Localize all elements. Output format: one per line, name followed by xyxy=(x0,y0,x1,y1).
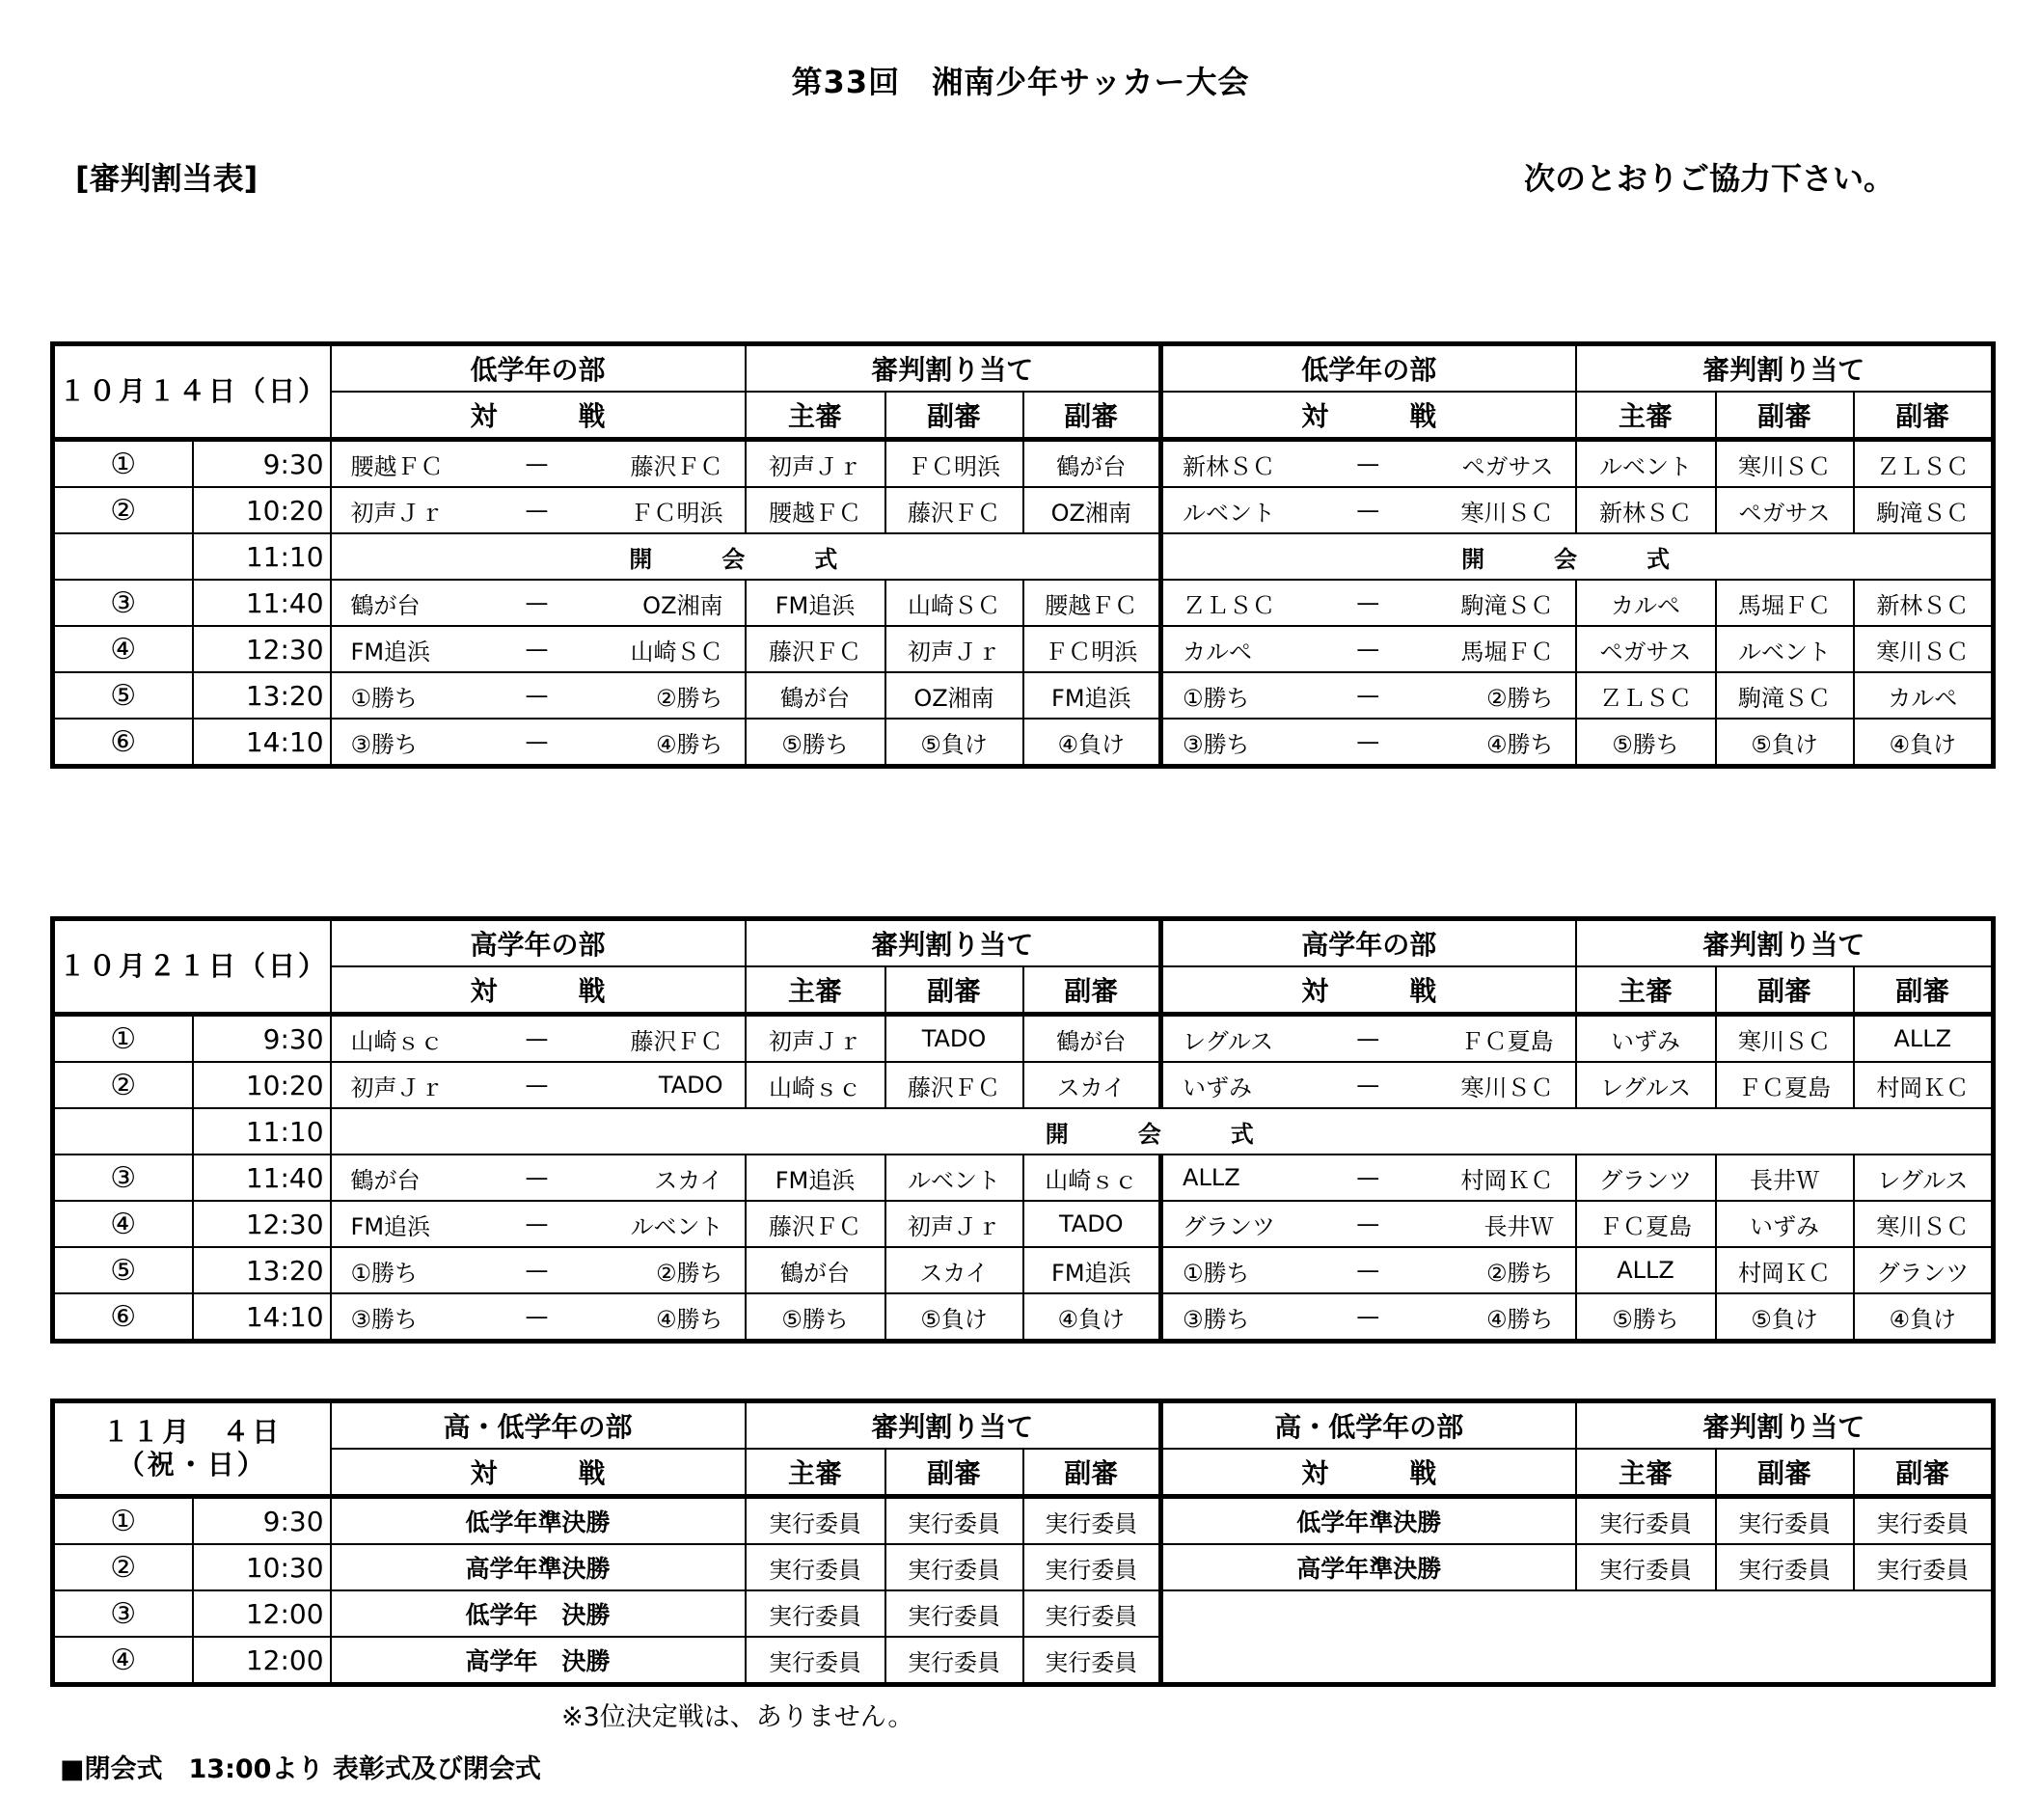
team-home: ③勝ち xyxy=(350,730,419,758)
match-time: 9:30 xyxy=(193,440,331,488)
team-home: 山崎ｓｃ xyxy=(350,1027,444,1055)
match-cell: 高学年 決勝 xyxy=(331,1637,746,1685)
sub-ref: 鶴が台 xyxy=(1023,440,1161,488)
table-row xyxy=(53,1247,1994,1293)
vs-dash: — xyxy=(525,636,549,663)
team-home: FM追浜 xyxy=(350,638,431,666)
table-label: [審判割当表] xyxy=(75,160,259,197)
sub-ref: FM追浜 xyxy=(1023,1247,1161,1293)
team-away: ルベント xyxy=(630,1212,723,1240)
main-ref: ⑤勝ち xyxy=(746,1293,885,1342)
match-time: 11:10 xyxy=(193,533,331,580)
sub-ref: 実行委員 xyxy=(1716,1544,1854,1590)
team-away: 藤沢ＦＣ xyxy=(630,1027,723,1055)
main-ref: ＦＣ夏島 xyxy=(1576,1201,1716,1247)
main-ref: ⑤勝ち xyxy=(746,719,885,767)
sub-ref: ④負け xyxy=(1854,719,1994,767)
sub-ref: カルペ xyxy=(1854,672,1994,719)
sub-ref-header: 副審 xyxy=(1854,966,1994,1015)
vs-dash: — xyxy=(525,589,549,616)
sub-ref: ルベント xyxy=(1716,626,1854,672)
match-header: 対 戦 xyxy=(1161,966,1576,1015)
team-home: ①勝ち xyxy=(350,1259,419,1287)
sub-ref: スカイ xyxy=(1023,1062,1161,1108)
match-cell xyxy=(331,1293,746,1342)
team-away: スカイ xyxy=(654,1166,723,1194)
match-header: 対 戦 xyxy=(1161,392,1576,440)
table-row xyxy=(53,580,1994,626)
main-ref: 鶴が台 xyxy=(746,1247,885,1293)
match-cell xyxy=(1161,1062,1576,1108)
match-number: ② xyxy=(53,487,193,533)
sub-ref: 山崎ＳＣ xyxy=(885,580,1023,626)
schedule-table-oct21 xyxy=(50,916,1996,1344)
sub-ref: 実行委員 xyxy=(1023,1497,1161,1545)
main-ref-header: 主審 xyxy=(1576,1449,1716,1497)
sub-ref: 実行委員 xyxy=(885,1544,1023,1590)
sub-ref: 駒滝ＳＣ xyxy=(1716,672,1854,719)
match-cell xyxy=(331,580,746,626)
sub-ref: ④負け xyxy=(1023,1293,1161,1342)
team-home: ①勝ち xyxy=(1183,684,1250,712)
team-away: 寒川ＳＣ xyxy=(1460,1073,1554,1101)
match-time: 13:20 xyxy=(193,1247,331,1293)
vs-dash: — xyxy=(525,1257,549,1284)
team-home: 鶴が台 xyxy=(350,591,421,619)
team-home: カルペ xyxy=(1183,638,1253,666)
match-number: ② xyxy=(53,1062,193,1108)
match-time: 12:30 xyxy=(193,626,331,672)
main-ref-header: 主審 xyxy=(746,1449,885,1497)
main-ref: FM追浜 xyxy=(746,580,885,626)
sub-ref: 村岡ＫＣ xyxy=(1716,1247,1854,1293)
team-away: ④勝ち xyxy=(1486,730,1554,758)
match-time: 10:20 xyxy=(193,487,331,533)
match-time: 9:30 xyxy=(193,1015,331,1063)
sub-ref: ⑤負け xyxy=(885,1293,1023,1342)
opening-ceremony: 開 会 式 xyxy=(331,533,1161,580)
main-ref: ⑤勝ち xyxy=(1576,1293,1716,1342)
main-ref: 山崎ｓｃ xyxy=(746,1062,885,1108)
match-time: 11:40 xyxy=(193,580,331,626)
table-row xyxy=(53,487,1994,533)
main-ref: ALLZ xyxy=(1576,1247,1716,1293)
sub-ref: ペガサス xyxy=(1716,487,1854,533)
match-cell: 高学年準決勝 xyxy=(1161,1544,1576,1590)
team-home: ALLZ xyxy=(1183,1164,1240,1191)
sub-ref: ④負け xyxy=(1854,1293,1994,1342)
vs-dash: — xyxy=(1356,1257,1380,1284)
referee-group-header: 審判割り当て xyxy=(746,1401,1161,1450)
sub-ref: ④負け xyxy=(1023,719,1161,767)
vs-dash: — xyxy=(1356,636,1380,663)
vs-dash: — xyxy=(1356,497,1380,524)
vs-dash: — xyxy=(525,728,549,755)
match-number: ④ xyxy=(53,1201,193,1247)
sub-ref-header: 副審 xyxy=(885,1449,1023,1497)
match-number: ⑤ xyxy=(53,1247,193,1293)
sub-ref: TADO xyxy=(885,1015,1023,1063)
match-number: ⑥ xyxy=(53,1293,193,1342)
match-cell xyxy=(1161,1154,1576,1201)
sub-ref: FM追浜 xyxy=(1023,672,1161,719)
team-home: グランツ xyxy=(1183,1212,1276,1240)
sub-ref: ＦＣ明浜 xyxy=(885,440,1023,488)
sub-ref: 駒滝ＳＣ xyxy=(1854,487,1994,533)
vs-dash: — xyxy=(1356,450,1380,477)
team-home: 新林ＳＣ xyxy=(1183,452,1276,480)
match-time: 14:10 xyxy=(193,1293,331,1342)
main-ref: ⑤勝ち xyxy=(1576,719,1716,767)
team-home: いずみ xyxy=(1183,1073,1253,1101)
table-row xyxy=(53,1544,1994,1590)
main-ref: FM追浜 xyxy=(746,1154,885,1201)
referee-group-header: 審判割り当て xyxy=(1576,1401,1994,1450)
sub-ref: OZ湘南 xyxy=(885,672,1023,719)
main-ref: 藤沢ＦＣ xyxy=(746,626,885,672)
vs-dash: — xyxy=(1356,1072,1380,1099)
match-number: ⑥ xyxy=(53,719,193,767)
match-header: 対 戦 xyxy=(331,1449,746,1497)
team-away: TADO xyxy=(658,1072,723,1099)
main-ref: 初声Ｊｒ xyxy=(746,1015,885,1063)
table-row xyxy=(53,1201,1994,1247)
referee-group-header: 審判割り当て xyxy=(746,344,1161,393)
table-row xyxy=(53,626,1994,672)
main-ref: 腰越ＦＣ xyxy=(746,487,885,533)
sub-ref-header: 副審 xyxy=(1023,1449,1161,1497)
match-number: ② xyxy=(53,1544,193,1590)
match-cell xyxy=(331,1247,746,1293)
match-time: 12:30 xyxy=(193,1201,331,1247)
match-number: ③ xyxy=(53,580,193,626)
match-header: 対 戦 xyxy=(331,966,746,1015)
table-row xyxy=(53,1062,1994,1108)
main-ref: 実行委員 xyxy=(1576,1497,1716,1545)
section-header: 高学年の部 xyxy=(331,919,746,967)
team-away: ④勝ち xyxy=(1486,1305,1554,1333)
match-cell xyxy=(1161,580,1576,626)
table-row xyxy=(53,672,1994,719)
match-cell xyxy=(331,1154,746,1201)
match-cell: 低学年 決勝 xyxy=(331,1590,746,1637)
sub-ref: 実行委員 xyxy=(1023,1637,1161,1685)
match-cell xyxy=(331,487,746,533)
match-time: 11:40 xyxy=(193,1154,331,1201)
note-text: ※3位決定戦は、ありません。 xyxy=(561,1702,914,1732)
match-cell: 低学年準決勝 xyxy=(1161,1497,1576,1545)
sub-ref: 実行委員 xyxy=(885,1497,1023,1545)
table-row xyxy=(53,1015,1994,1063)
vs-dash: — xyxy=(525,1072,549,1099)
team-away: 長井Ｗ xyxy=(1483,1212,1554,1240)
date-cell: １１月 ４日 （祝・日） xyxy=(53,1401,331,1497)
main-ref: 藤沢ＦＣ xyxy=(746,1201,885,1247)
table-row xyxy=(53,1590,1994,1637)
sub-ref: 新林ＳＣ xyxy=(1854,580,1994,626)
sub-ref-header: 副審 xyxy=(1716,392,1854,440)
match-cell xyxy=(1161,719,1576,767)
sub-ref: ＦＣ夏島 xyxy=(1716,1062,1854,1108)
section-header: 低学年の部 xyxy=(331,344,746,393)
match-time: 13:20 xyxy=(193,672,331,719)
referee-group-header: 審判割り当て xyxy=(1576,344,1994,393)
sub-ref: 藤沢ＦＣ xyxy=(885,1062,1023,1108)
sub-ref: 寒川ＳＣ xyxy=(1716,1015,1854,1063)
sub-ref: 実行委員 xyxy=(885,1637,1023,1685)
table-row xyxy=(53,1293,1994,1342)
match-number xyxy=(53,1108,193,1154)
match-cell xyxy=(331,719,746,767)
match-cell xyxy=(331,1062,746,1108)
vs-dash: — xyxy=(1356,682,1380,709)
main-ref: いずみ xyxy=(1576,1015,1716,1063)
main-ref: 初声Ｊｒ xyxy=(746,440,885,488)
sub-ref: 寒川ＳＣ xyxy=(1716,440,1854,488)
sub-ref-header: 副審 xyxy=(1023,392,1161,440)
sub-ref: ⑤負け xyxy=(1716,1293,1854,1342)
match-cell xyxy=(331,672,746,719)
match-number: ① xyxy=(53,1015,193,1063)
sub-ref: 実行委員 xyxy=(1023,1590,1161,1637)
match-number: ③ xyxy=(53,1590,193,1637)
team-away: ペガサス xyxy=(1461,452,1554,480)
team-away: ＦＣ夏島 xyxy=(1460,1027,1554,1055)
team-away: OZ湘南 xyxy=(642,591,723,619)
team-home: FM追浜 xyxy=(350,1212,431,1240)
sub-ref: 藤沢ＦＣ xyxy=(885,487,1023,533)
match-cell xyxy=(331,1015,746,1063)
sub-ref: レグルス xyxy=(1854,1154,1994,1201)
section-header: 高学年の部 xyxy=(1161,919,1576,967)
team-away: ④勝ち xyxy=(656,1305,723,1333)
match-cell xyxy=(331,626,746,672)
match-time: 9:30 xyxy=(193,1497,331,1545)
sub-ref: 初声Ｊｒ xyxy=(885,626,1023,672)
sub-ref: ⑤負け xyxy=(885,719,1023,767)
team-home: 初声Ｊｒ xyxy=(350,499,444,527)
match-cell xyxy=(1161,1015,1576,1063)
vs-dash: — xyxy=(525,1210,549,1237)
sub-ref-header: 副審 xyxy=(1716,1449,1854,1497)
team-away: 馬堀ＦＣ xyxy=(1460,638,1554,666)
schedule-table-nov4 xyxy=(50,1399,1996,1687)
page-title: 第33回 湘南少年サッカー大会 xyxy=(791,64,1250,100)
sub-ref: 山崎ｓｃ xyxy=(1023,1154,1161,1201)
sub-ref: 村岡ＫＣ xyxy=(1854,1062,1994,1108)
sub-ref: 実行委員 xyxy=(1023,1544,1161,1590)
main-ref: 実行委員 xyxy=(746,1637,885,1685)
sub-ref: ⑤負け xyxy=(1716,719,1854,767)
closing-text: ■閉会式 13:00より 表彰式及び閉会式 xyxy=(60,1754,541,1784)
table-row xyxy=(53,719,1994,767)
match-header: 対 戦 xyxy=(331,392,746,440)
date-cell: １０月２１日（日） xyxy=(53,919,331,1015)
section-header: 高・低学年の部 xyxy=(331,1401,746,1450)
main-ref: 鶴が台 xyxy=(746,672,885,719)
main-ref-header: 主審 xyxy=(1576,966,1716,1015)
section-header: 低学年の部 xyxy=(1161,344,1576,393)
sub-ref: ALLZ xyxy=(1854,1015,1994,1063)
vs-dash: — xyxy=(1356,1025,1380,1052)
team-away: 駒滝ＳＣ xyxy=(1460,591,1554,619)
main-ref: ペガサス xyxy=(1576,626,1716,672)
section-header: 高・低学年の部 xyxy=(1161,1401,1576,1450)
match-number xyxy=(53,533,193,580)
match-cell xyxy=(1161,1247,1576,1293)
sub-ref-header: 副審 xyxy=(885,392,1023,440)
team-away: ②勝ち xyxy=(656,1259,723,1287)
ceremony-row xyxy=(53,1108,1994,1154)
match-header: 対 戦 xyxy=(1161,1449,1576,1497)
main-ref: 実行委員 xyxy=(1576,1544,1716,1590)
match-cell xyxy=(1161,626,1576,672)
match-cell xyxy=(1161,440,1576,488)
vs-dash: — xyxy=(525,1303,549,1330)
ceremony-row xyxy=(53,533,1994,580)
match-time: 11:10 xyxy=(193,1108,331,1154)
vs-dash: — xyxy=(525,497,549,524)
main-ref: カルペ xyxy=(1576,580,1716,626)
sub-ref: グランツ xyxy=(1854,1247,1994,1293)
vs-dash: — xyxy=(1356,589,1380,616)
opening-ceremony: 開 会 式 xyxy=(331,1108,1994,1154)
match-number: ① xyxy=(53,1497,193,1545)
request-text: 次のとおりご協力下さい。 xyxy=(1524,160,1895,197)
sub-ref: 実行委員 xyxy=(885,1590,1023,1637)
team-home: 腰越ＦＣ xyxy=(350,452,444,480)
sub-ref-header: 副審 xyxy=(1854,392,1994,440)
match-cell xyxy=(331,1201,746,1247)
sub-ref: 実行委員 xyxy=(1854,1497,1994,1545)
sub-ref-header: 副審 xyxy=(1023,966,1161,1015)
vs-dash: — xyxy=(525,1164,549,1191)
table-row xyxy=(53,1154,1994,1201)
team-away: 山崎ＳＣ xyxy=(630,638,723,666)
sub-ref: 長井Ｗ xyxy=(1716,1154,1854,1201)
schedule-table-oct14 xyxy=(50,341,1996,769)
main-ref-header: 主審 xyxy=(746,966,885,1015)
sub-ref: 馬堀ＦＣ xyxy=(1716,580,1854,626)
team-away: ②勝ち xyxy=(1486,1259,1554,1287)
sub-ref: TADO xyxy=(1023,1201,1161,1247)
table-row xyxy=(53,1497,1994,1545)
match-number: ⑤ xyxy=(53,672,193,719)
match-cell xyxy=(1161,672,1576,719)
sub-ref: 実行委員 xyxy=(1854,1544,1994,1590)
empty-area xyxy=(1161,1590,1994,1685)
sub-ref: 寒川ＳＣ xyxy=(1854,626,1994,672)
team-away: ②勝ち xyxy=(1486,684,1554,712)
team-home: ③勝ち xyxy=(1183,730,1250,758)
match-number: ① xyxy=(53,440,193,488)
team-home: 鶴が台 xyxy=(350,1166,421,1194)
match-cell xyxy=(1161,1293,1576,1342)
main-ref: 実行委員 xyxy=(746,1590,885,1637)
match-time: 14:10 xyxy=(193,719,331,767)
sub-ref: ルベント xyxy=(885,1154,1023,1201)
match-time: 12:00 xyxy=(193,1590,331,1637)
vs-dash: — xyxy=(1356,1210,1380,1237)
match-cell: 高学年準決勝 xyxy=(331,1544,746,1590)
main-ref: ＺＬＳＣ xyxy=(1576,672,1716,719)
sub-ref-header: 副審 xyxy=(1854,1449,1994,1497)
referee-group-header: 審判割り当て xyxy=(746,919,1161,967)
main-ref: 実行委員 xyxy=(746,1544,885,1590)
team-home: ③勝ち xyxy=(1183,1305,1250,1333)
sub-ref-header: 副審 xyxy=(885,966,1023,1015)
sub-ref: ＺＬＳＣ xyxy=(1854,440,1994,488)
match-number: ③ xyxy=(53,1154,193,1201)
team-home: ＺＬＳＣ xyxy=(1183,591,1276,619)
vs-dash: — xyxy=(525,682,549,709)
vs-dash: — xyxy=(1356,728,1380,755)
team-home: ①勝ち xyxy=(1183,1259,1250,1287)
sub-ref: スカイ xyxy=(885,1247,1023,1293)
referee-group-header: 審判割り当て xyxy=(1576,919,1994,967)
team-away: 村岡ＫＣ xyxy=(1460,1166,1554,1194)
main-ref: レグルス xyxy=(1576,1062,1716,1108)
team-home: ①勝ち xyxy=(350,684,419,712)
sub-ref-header: 副審 xyxy=(1716,966,1854,1015)
match-cell: 低学年準決勝 xyxy=(331,1497,746,1545)
team-home: ルベント xyxy=(1183,499,1276,527)
main-ref-header: 主審 xyxy=(746,392,885,440)
match-time: 10:20 xyxy=(193,1062,331,1108)
sub-ref: 実行委員 xyxy=(1716,1497,1854,1545)
team-away: ＦＣ明浜 xyxy=(630,499,723,527)
sub-ref: ＦＣ明浜 xyxy=(1023,626,1161,672)
team-away: 寒川ＳＣ xyxy=(1460,499,1554,527)
team-home: レグルス xyxy=(1183,1027,1274,1055)
team-home: ③勝ち xyxy=(350,1305,419,1333)
match-cell xyxy=(1161,1201,1576,1247)
match-number: ④ xyxy=(53,1637,193,1685)
sub-ref: 腰越ＦＣ xyxy=(1023,580,1161,626)
match-number: ④ xyxy=(53,626,193,672)
vs-dash: — xyxy=(525,1025,549,1052)
team-home: 初声Ｊｒ xyxy=(350,1073,444,1101)
sub-ref: 鶴が台 xyxy=(1023,1015,1161,1063)
table-row xyxy=(53,440,1994,488)
match-cell xyxy=(331,440,746,488)
main-ref: 新林ＳＣ xyxy=(1576,487,1716,533)
main-ref: 実行委員 xyxy=(746,1497,885,1545)
sub-ref: 寒川ＳＣ xyxy=(1854,1201,1994,1247)
main-ref: グランツ xyxy=(1576,1154,1716,1201)
match-cell xyxy=(1161,487,1576,533)
main-ref-header: 主審 xyxy=(1576,392,1716,440)
team-away: ②勝ち xyxy=(656,684,723,712)
vs-dash: — xyxy=(1356,1303,1380,1330)
sub-ref: いずみ xyxy=(1716,1201,1854,1247)
vs-dash: — xyxy=(525,450,549,477)
opening-ceremony: 開 会 式 xyxy=(1161,533,1994,580)
team-away: 藤沢ＦＣ xyxy=(630,452,723,480)
match-time: 12:00 xyxy=(193,1637,331,1685)
sub-ref: OZ湘南 xyxy=(1023,487,1161,533)
date-cell: １０月１４日（日） xyxy=(53,344,331,440)
team-away: ④勝ち xyxy=(656,730,723,758)
match-time: 10:30 xyxy=(193,1544,331,1590)
main-ref: ルベント xyxy=(1576,440,1716,488)
vs-dash: — xyxy=(1356,1164,1380,1191)
sub-ref: 初声Ｊｒ xyxy=(885,1201,1023,1247)
